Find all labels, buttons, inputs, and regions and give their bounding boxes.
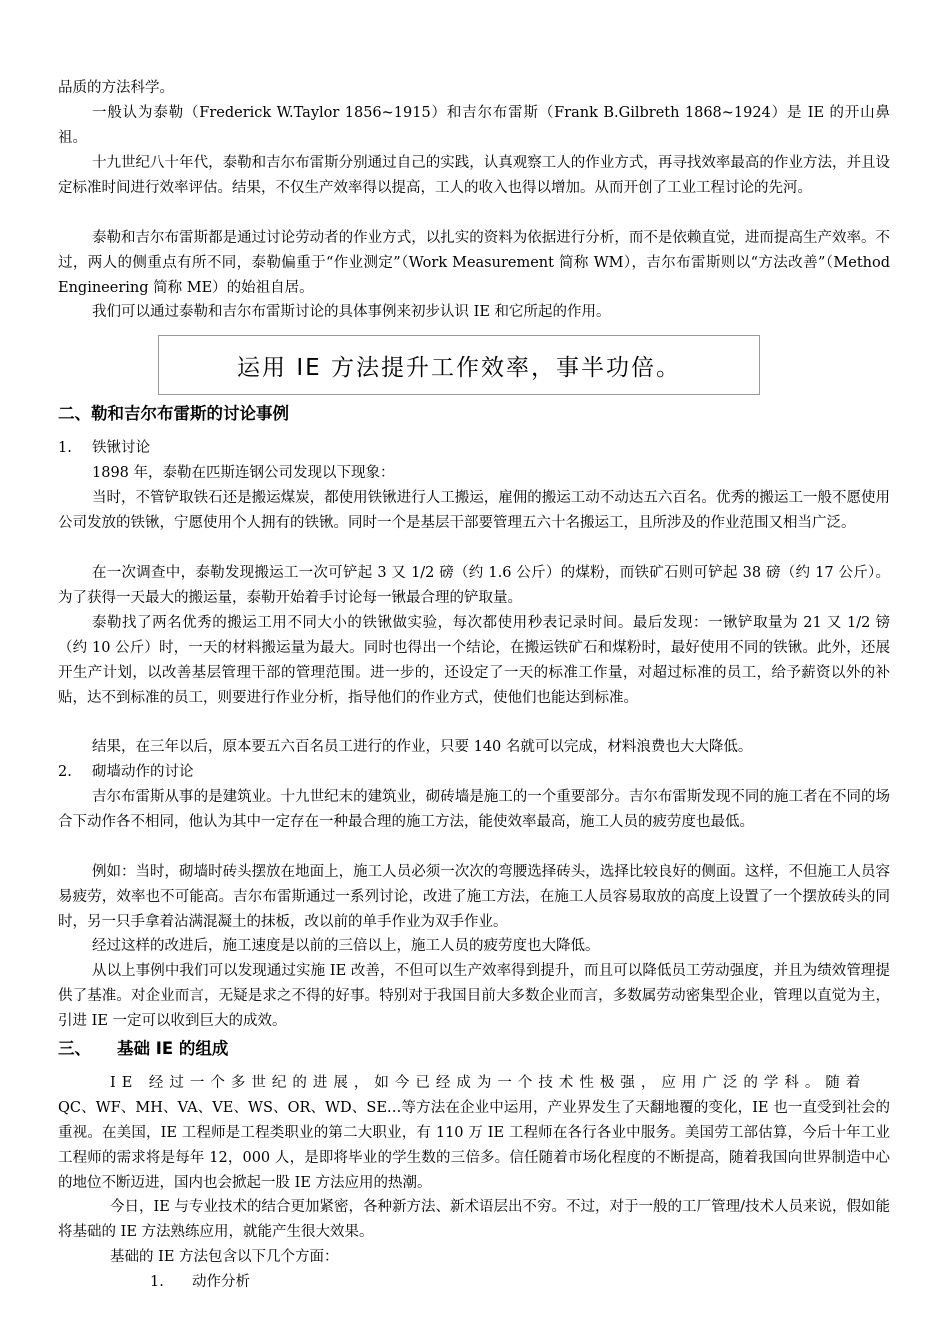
paragraph-shovel-1: 1898 年，泰勒在匹斯连钢公司发现以下现象： — [92, 465, 395, 481]
section-2-heading: 二、勒和吉尔布雷斯的讨论事例 — [58, 404, 289, 423]
paragraph-shovel-4: 泰勒找了两名优秀的搬运工用不同大小的铁锹做实验，每次都使用秒表记录时间。最后发现：一锹铲取量为 21 又 1/2 镑（约 10 公斤）时，一天的材料搬运量为最大。同时也得出一个结论，在搬运铁矿石和煤粉时，最好使用不同的铁锹。此外，还展开生产计划，以改善基层管理干部的管理范围。进一步的，还设定了一天的标准工作量，对超过标准的员工，给予薪资以外的补贴，达不到标准的员工，则要进行作业分析，指导他们的作业方式，使他们也能达到标准。 — [58, 615, 890, 706]
section-3-heading — [58, 1035, 228, 1059]
list-item-shovel — [58, 436, 150, 461]
paragraph-comparison: 泰勒和吉尔布雷斯都是通过讨论劳动者的作业方式，以扎实的资料为依据进行分析，而不是依赖直觉，进而提高生产效率。不过，两人的侧重点有所不同，泰勒偏重于“作业测定”（Work Measurement 简称 WM），吉尔布雷斯则以“方法改善”（Method Engineering 简称 ME）的始祖自居。 — [58, 230, 890, 296]
paragraph-brick-4: 从以上事例中我们可以发现通过实施 IE 改善，不但可以生产效率得到提升，而且可以降低员工劳动强度，并且为绩效管理提供了基准。对企业而言，无疑是求之不得的好事。特别对于我国目前大多数企业而言，多数属劳动密集型企业，管理以直觉为主，引进 IE 一定可以收到巨大的成效。 — [58, 963, 890, 1029]
list-number: 1. — [58, 440, 72, 456]
paragraph-ie-development-line1: IE 经过一个多世纪的进展，如今已经成为一个技术性极强，应用广泛的学科。随着 — [110, 1075, 867, 1091]
list-item-bricklaying — [58, 760, 194, 785]
paragraph-brick-1: 吉尔布雷斯从事的是建筑业。十九世纪末的建筑业，砌砖墙是施工的一个重要部分。吉尔布雷斯发现不同的施工者在不同的场合下动作各不相同，他认为其中一定存在一种最合理的施工方法，能使效率最高，施工人员的疲劳度也最低。 — [58, 789, 890, 830]
paragraph-founders: 一般认为泰勒（Frederick W.Taylor 1856~1915）和吉尔布雷斯（Frank B.Gilbreth 1868~1924）是 IE 的开山鼻祖。 — [58, 105, 890, 146]
paragraph-ie-development: QC、WF、MH、VA、VE、WS、OR、WD、SE…等方法在企业中运用，产业界发生了天翻地覆的变化，IE 也一直受到社会的重视。在美国，IE 工程师是工程类职业的第二大职业，有 110 万 IE 工程师在各行各业中服务。美国劳工部估算，今后十年工业工程师的需求将是每年 12，000 人，是即将毕业的学生数的三倍多。信任随着市场化程度的不断提高，随着我国向世界制造中心的地位不断迈进，国内也会掀起一股 IE 方法应用的热潮。 — [58, 1100, 890, 1191]
list-title: 动作分析 — [192, 1274, 250, 1290]
callout-box — [158, 335, 760, 395]
list-title: 砌墙动作的讨论 — [92, 764, 194, 780]
list-title: 铁锹讨论 — [92, 440, 150, 456]
paragraph-shovel-2: 当时，不管铲取铁石还是搬运煤炭，都使用铁锹进行人工搬运，雇佣的搬运工动不动达五六百名。优秀的搬运工一般不愿使用公司发放的铁锹，宁愿使用个人拥有的铁锹。同时一个是基层干部要管理五六十名搬运工，且所涉及的作业范围又相当广泛。 — [58, 490, 890, 531]
paragraph-ie-today: 今日，IE 与专业技术的结合更加紧密，各种新方法、新术语层出不穷。不过，对于一般的工厂管理/技术人员来说，假如能将基础的 IE 方法熟练应用，就能产生很大效果。 — [58, 1199, 890, 1240]
section-3-title: 基础 IE 的组成 — [117, 1039, 229, 1058]
paragraph-shovel-5: 结果，在三年以后，原本要五六百名员工进行的作业，只要 140 名就可以完成，材料浪费也大大降低。 — [92, 739, 753, 755]
paragraph-transition: 我们可以通过泰勒和吉尔布雷斯讨论的具体事例来初步认识 IE 和它所起的作用。 — [92, 304, 611, 320]
list-number: 1. — [150, 1274, 164, 1290]
paragraph-brick-3: 经过这样的改进后，施工速度是以前的三倍以上，施工人员的疲劳度也大降低。 — [92, 938, 600, 954]
paragraph-brick-2: 例如：当时，砌墙时砖头摆放在地面上，施工人员必须一次次的弯腰选择砖头，选择比较良好的侧面。这样，不但施工人员容易疲劳，效率也不可能高。吉尔布雷斯通过一系列讨论，改进了施工方法，在施工人员容易取放的高度上设置了一个摆放砖头的同时，另一只手拿着沾满混凝土的抹板，改以前的单手作业为双手作业。 — [58, 864, 890, 930]
callout-text: 运用 IE 方法提升工作效率，事半功倍。 — [237, 354, 681, 381]
list-item-motion-analysis — [150, 1270, 250, 1295]
paragraph-history: 十九世纪八十年代，泰勒和吉尔布雷斯分别通过自己的实践，认真观察工人的作业方式，再寻找效率最高的作业方法，并且设定标准时间进行效率评估。结果，不仅生产效率得以提高，工人的收入也得以增加。从而开创了工业工程讨论的先河。 — [58, 155, 890, 196]
section-3-number: 三、 — [58, 1039, 91, 1058]
paragraph-shovel-3: 在一次调查中，泰勒发现搬运工一次可铲起 3 又 1/2 磅（约 1.6 公斤）的煤粉，而铁矿石则可铲起 38 磅（约 17 公斤）。为了获得一天最大的搬运量，泰勒开始着手讨论每一锹最合理的铲取量。 — [58, 565, 890, 606]
paragraph-ie-aspects: 基础的 IE 方法包含以下几个方面： — [110, 1249, 339, 1265]
paragraph-intro-end: 品质的方法科学。 — [58, 80, 174, 96]
list-number: 2. — [58, 764, 72, 780]
